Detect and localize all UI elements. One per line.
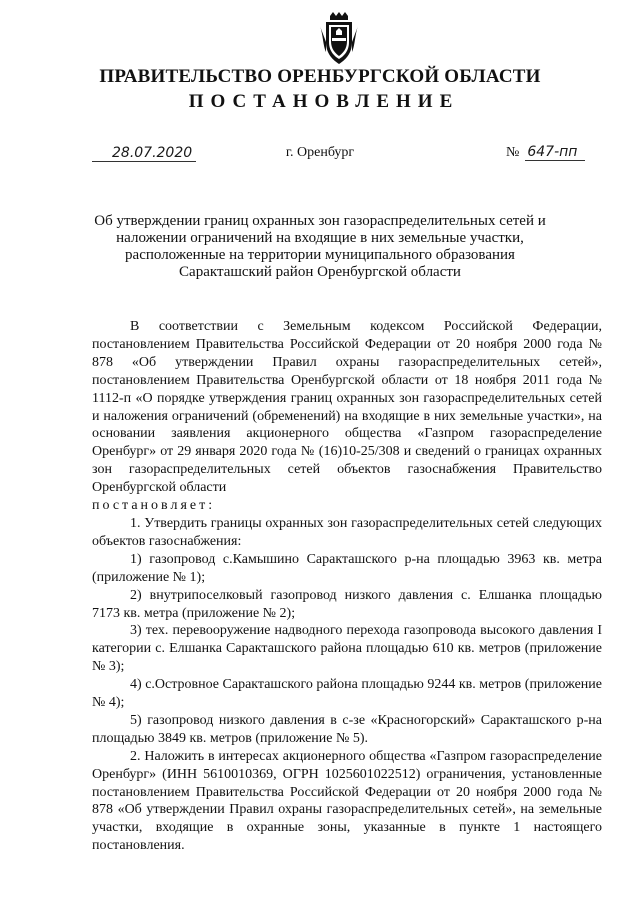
subclause-4: 4) с.Островное Саракташского района площадью 9244 кв. метров (приложение № 4);: [92, 677, 602, 711]
document-type: ПОСТАНОВЛЕНИЕ: [188, 91, 460, 112]
decree-title-line: наложении ограничений на входящие в них земельные участки,: [116, 230, 524, 246]
subclause-3: 3) тех. перевооружение надводного перехода газопровода высокого давления I категории с. Елшанка Саракташского района площадью 610 кв. метров (приложение № 3);: [92, 623, 602, 675]
decree-number-label: №: [506, 145, 520, 160]
subclause-5: 5) газопровод низкого давления в с-зе «Красногорский» Саракташского р-на площадью 3849 кв. метров (приложение № 5).: [92, 712, 602, 746]
decree-title-line: Об утверждении границ охранных зон газораспределительных сетей и: [94, 213, 546, 229]
preamble-paragraph: В соответствии с Земельным кодексом Российской Федерации, постановлением Правительства Российской Федерации от 20 ноября 2000 года № 878 «Об утверждении Правил охраны газораспределительных сетей», постановлением Правительства Оренбургской области от 18 ноября 2011 года № 1112-п «О порядке утверждения границ охранных зон газораспределительных сетей и наложения ограничений (обременений) на входящие в них земельные участки», на основании заявления акционерного общества «Газпром газораспределение Оренбург» от 29 января 2020 года № (16)10-25/308 и сведений о границах охранных зон газораспределительных сетей объектов газоснабжения Правительство Оренбургской области: [92, 319, 602, 496]
decree-title-line: Саракташский район Оренбургской области: [179, 264, 461, 280]
decree-title: [90, 213, 550, 281]
decree-number-value: 647-пп: [525, 144, 585, 161]
government-name: ПРАВИТЕЛЬСТВО ОРЕНБУРГСКОЙ ОБЛАСТИ: [99, 66, 541, 87]
decree-city: г. Оренбург: [285, 145, 355, 160]
subclause-2: 2) внутрипоселковый газопровод низкого давления с. Елшанка площадью 7173 кв. метра (приложение № 2);: [92, 587, 602, 621]
subclause-1: 1) газопровод с.Камышино Саракташского р-на площадью 3963 кв. метра (приложение № 1);: [92, 551, 602, 585]
resolves-word: постановляет:: [92, 498, 216, 514]
decree-date-value: 28.07.2020: [92, 145, 196, 162]
decree-title-line: расположенные на территории муниципального образования: [125, 247, 515, 263]
decree-body: [92, 318, 602, 855]
clause-1: 1. Утвердить границы охранных зон газораспределительных сетей следующих объектов газоснабжения:: [92, 515, 602, 549]
coat-of-arms-icon: [318, 12, 360, 66]
clause-2: 2. Наложить в интересах акционерного общества «Газпром газораспределение Оренбург» (ИНН 5610010369, ОГРН 1025601022512) ограничения, установленные постановлением Правительства Российской Федерации от 20 ноября 2000 года № 878 «Об утверждении Правил охраны газораспределительных сетей», на земельные участки, входящие в охранные зоны, указанные в пункте 1 настоящего постановления.: [92, 748, 602, 854]
decree-number: [506, 144, 585, 161]
